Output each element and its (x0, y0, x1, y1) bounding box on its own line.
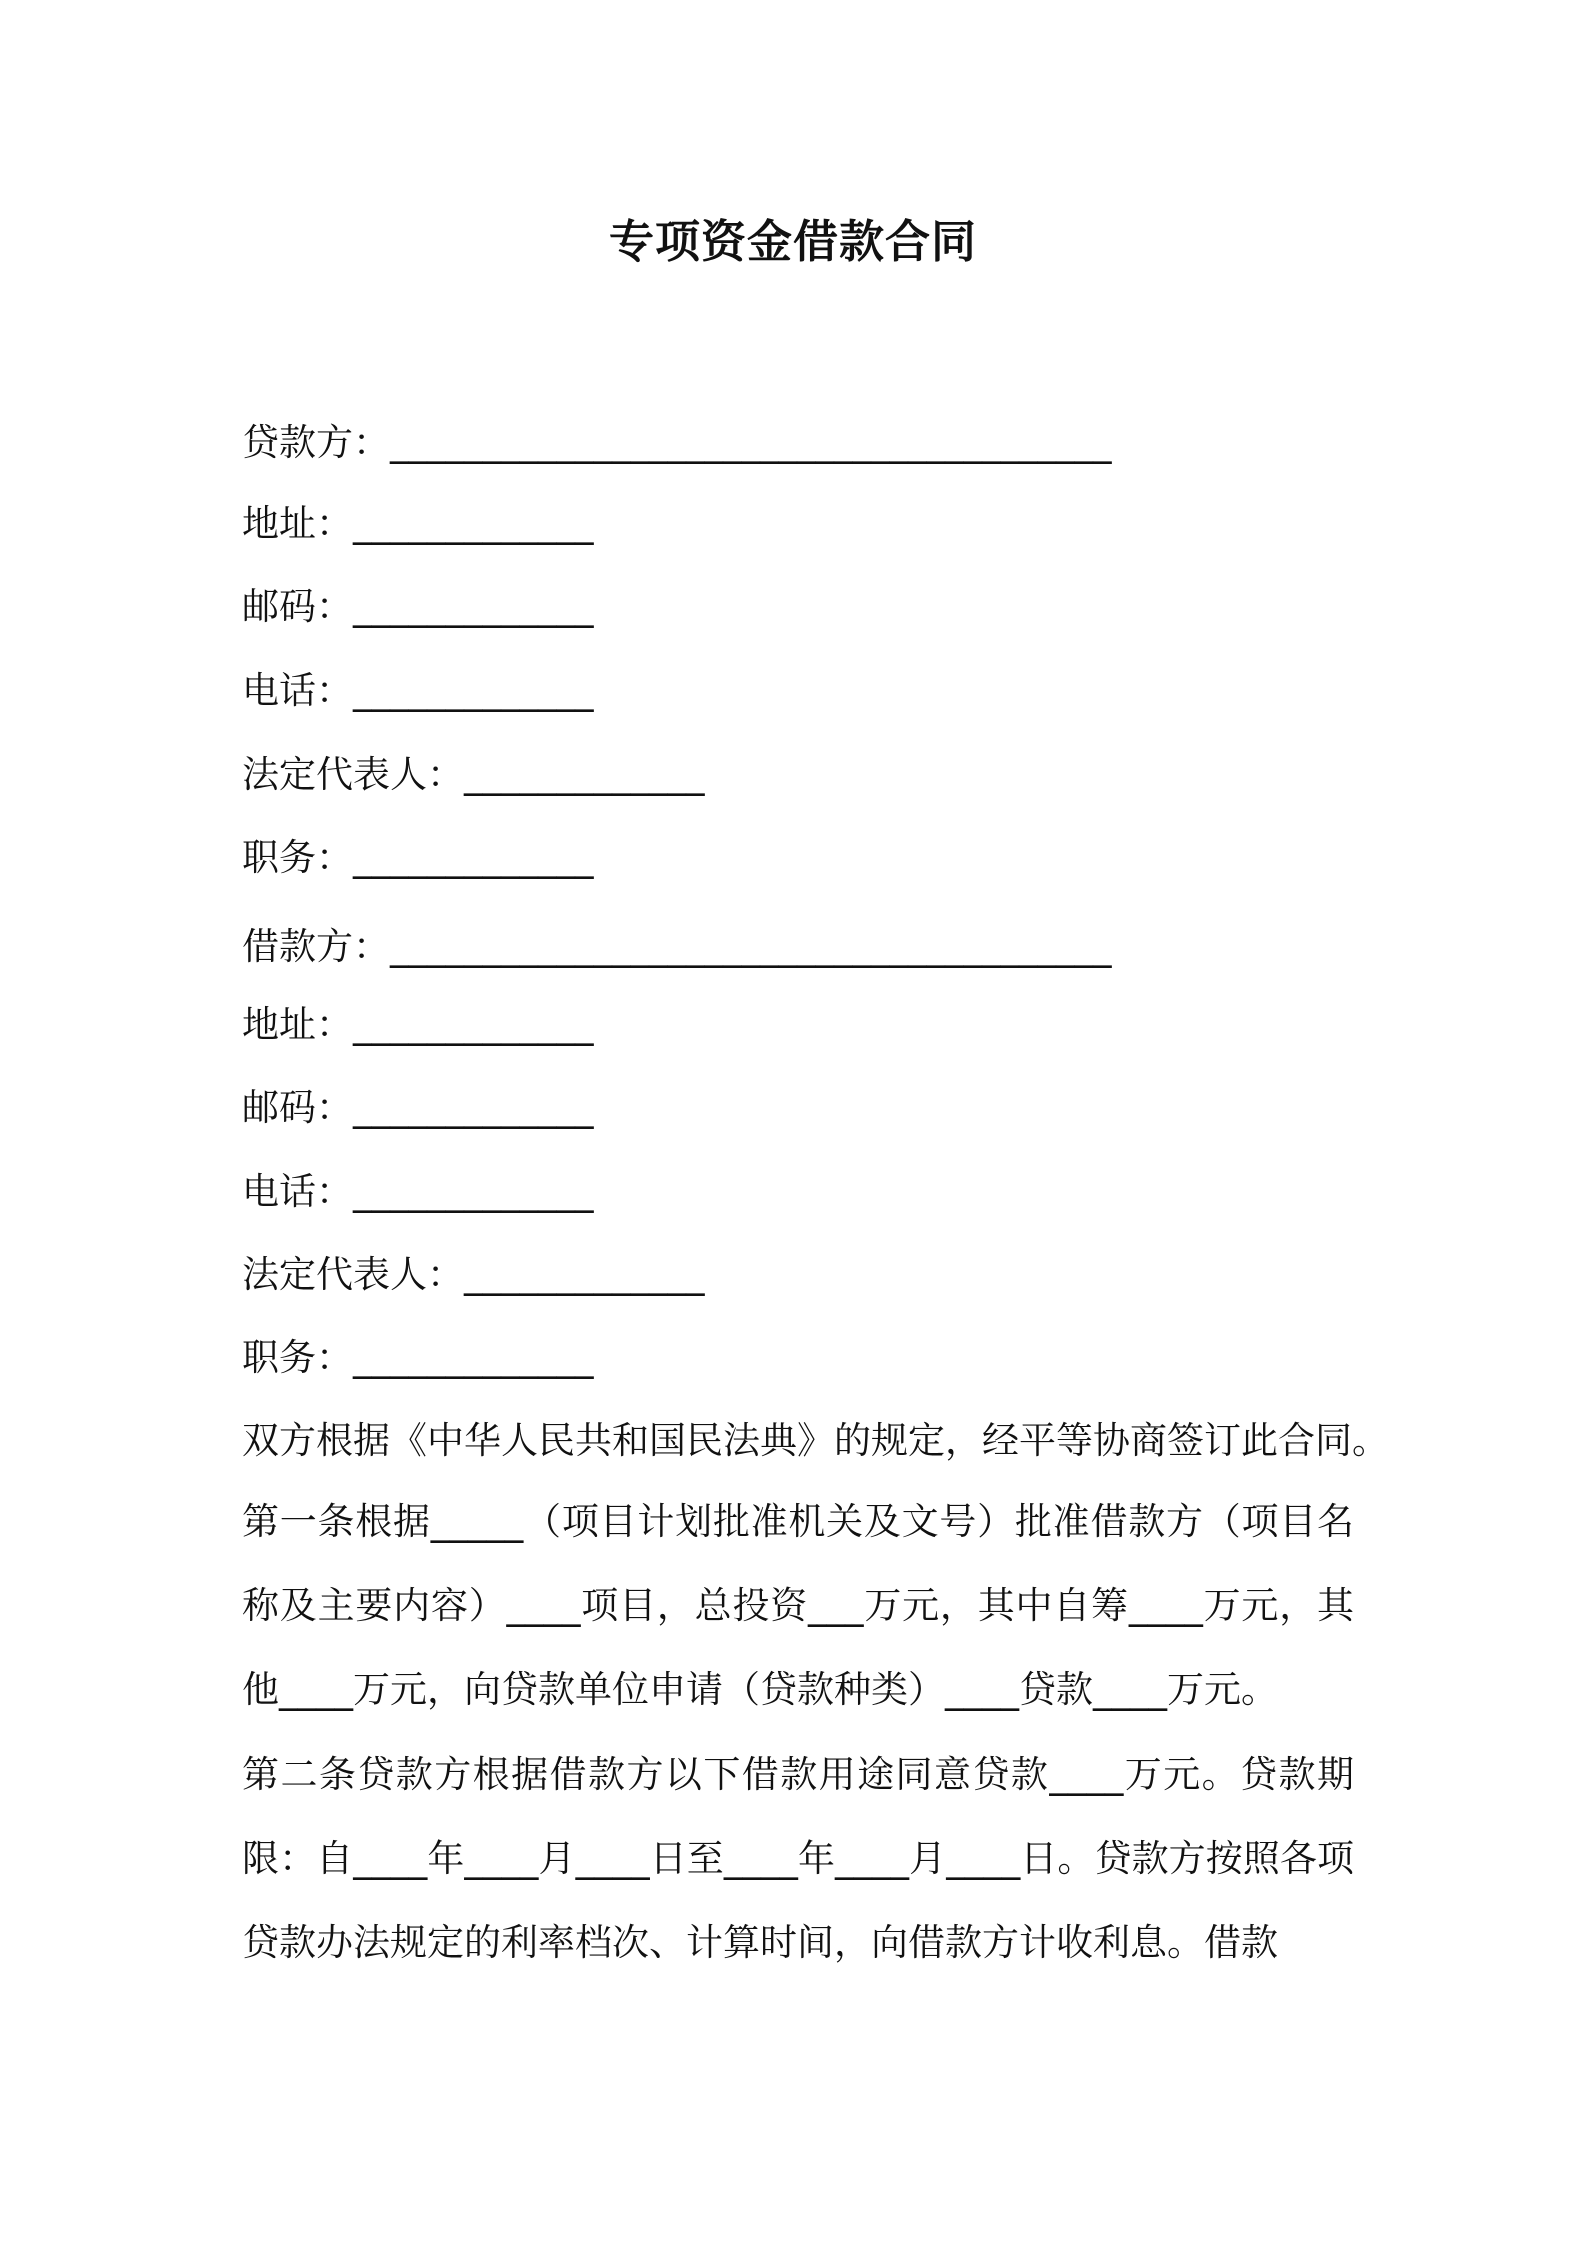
borrower-party-field: 借款方：_______________________________________ (242, 925, 1112, 968)
borrower-position-field: 职务：_____________ (242, 1336, 594, 1379)
document-title: 专项资金借款合同 (608, 215, 977, 268)
lender-legal-rep-field: 法定代表人：_____________ (242, 753, 705, 796)
borrower-address-field: 地址：_____________ (242, 1003, 594, 1046)
lender-address-field: 地址：_____________ (242, 502, 594, 545)
borrower-postcode-field: 邮码：_____________ (242, 1086, 594, 1129)
lender-party-field: 贷款方：_______________________________________ (242, 421, 1112, 464)
article-2-paragraph: 第二条贷款方根据借款方以下借款用途同意贷款____万元。贷款期限：自____年____月____日至____年____月____日。贷款方按照各项贷款办法规定的利率档次、计算时间，向借款方计收利息。借款 (242, 1753, 1354, 1964)
contract-preamble: 双方根据《中华人民共和国民法典》的规定，经平等协商签订此合同。 (242, 1419, 1389, 1462)
lender-postcode-field: 邮码：_____________ (242, 585, 594, 628)
lender-phone-field: 电话：_____________ (242, 669, 594, 712)
borrower-phone-field: 电话：_____________ (242, 1170, 594, 1213)
lender-position-field: 职务：_____________ (242, 836, 594, 879)
article-1-paragraph: 第一条根据_____（项目计划批准机关及文号）批准借款方（项目名称及主要内容）____项目，总投资___万元，其中自筹____万元，其他____万元，向贷款单位申请（贷款种类）____贷款____万元。 (242, 1500, 1354, 1711)
borrower-legal-rep-field: 法定代表人：_____________ (242, 1253, 705, 1296)
